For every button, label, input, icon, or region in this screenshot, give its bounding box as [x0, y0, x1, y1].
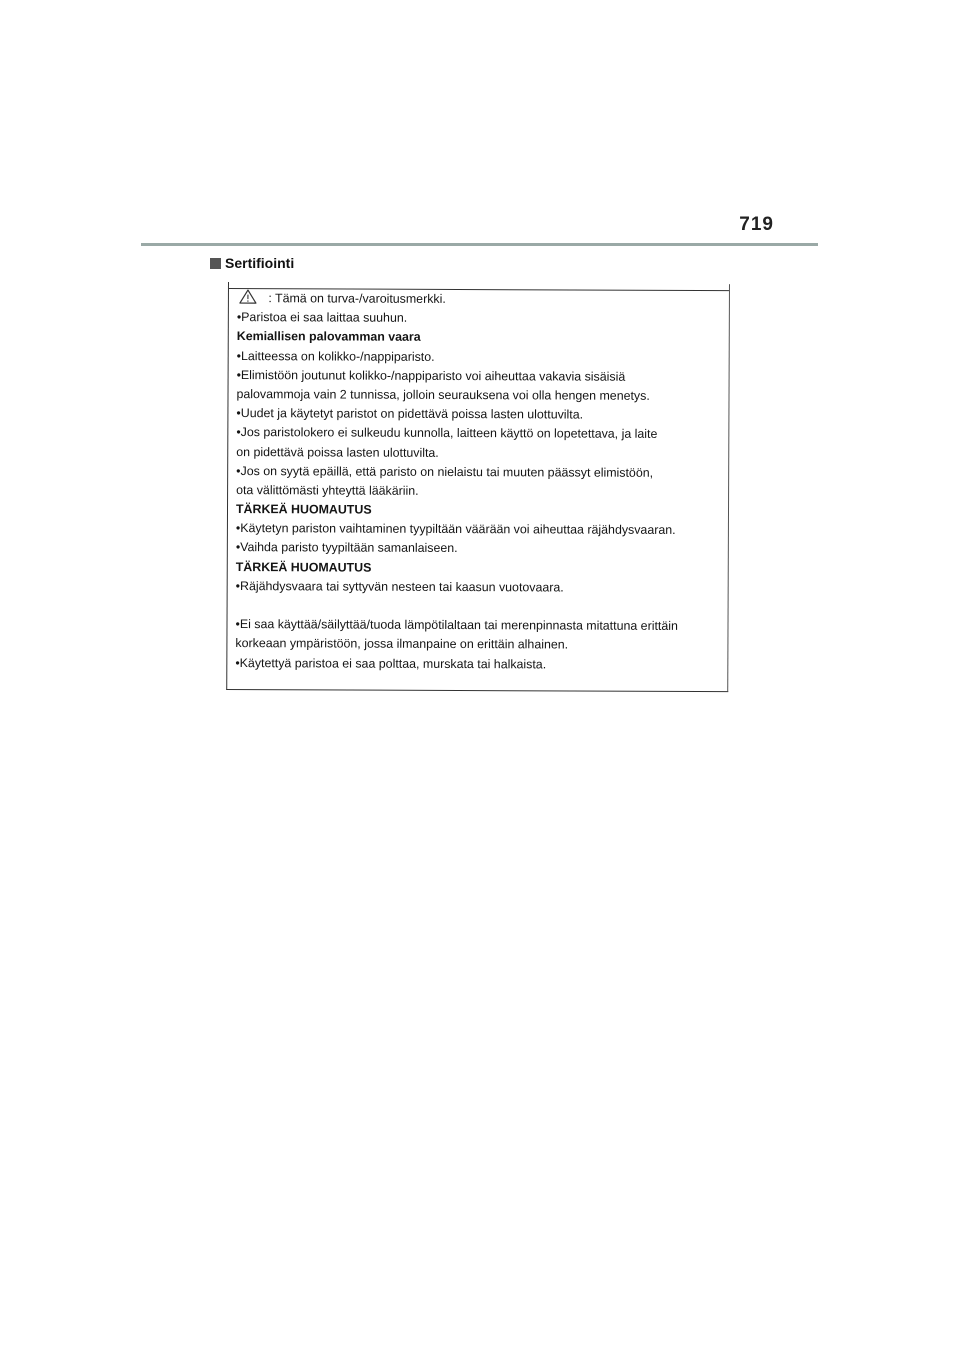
certification-label: [226, 282, 730, 692]
label-heading: Kemiallisen palovamman vaara: [236, 329, 421, 345]
label-line: •Laitteessa on kolikko-/nappiparisto.: [236, 348, 435, 364]
label-spacer: [236, 596, 722, 617]
label-line: •Jos on syytä epäillä, että paristo on nielaistu tai muuten päässyt elimistöön,: [236, 463, 654, 480]
label-line: •Jos paristolokero ei sulkeudu kunnolla, laitteen käyttö on lopetettava, ja laite: [236, 425, 658, 442]
warning-triangle-icon: [239, 289, 257, 304]
label-text-block: [235, 289, 723, 675]
label-heading: TÄRKEÄ HUOMAUTUS: [235, 502, 372, 517]
label-line: •Käytettyä paristoa ei saa polttaa, murskata tai halkaista.: [235, 655, 547, 671]
label-line: palovammoja vain 2 tunnissa, jolloin seurauksena voi olla hengen menetys.: [236, 386, 650, 403]
symbol-line-text: : Tämä on turva-/varoitusmerkki.: [268, 291, 446, 306]
label-line: •Elimistöön joutunut kolikko-/nappiparisto voi aiheuttaa vakavia sisäisiä: [236, 367, 626, 384]
section-heading: [210, 255, 294, 271]
label-line: •Ei saa käyttää/säilyttää/tuoda lämpötilaltaan tai merenpinnasta mitattuna erittäin: [235, 617, 678, 634]
header-divider: [141, 243, 818, 246]
label-line: •Räjähdysvaara tai syttyvän nesteen tai kaasun vuotovaara.: [235, 578, 564, 595]
square-bullet-icon: [210, 258, 221, 269]
label-line: ota välittömästi yhteyttä lääkäriin.: [236, 482, 419, 498]
label-heading: TÄRKEÄ HUOMAUTUS: [235, 559, 372, 575]
label-line: on pidettävä poissa lasten ulottuvilta.: [236, 444, 439, 460]
label-line: •Uudet ja käytetyt paristot on pidettävä poissa lasten ulottuvilta.: [236, 406, 584, 422]
label-line: •Käytetyn pariston vaihtaminen tyypiltään väärään voi aiheuttaa räjähdysvaaran.: [235, 521, 676, 538]
section-heading-text: Sertifiointi: [225, 255, 295, 271]
page-number: 719: [739, 214, 774, 235]
label-line: korkeaan ympäristöön, jossa ilmanpaine on erittäin alhainen.: [235, 636, 569, 652]
label-line: •Paristoa ei saa laittaa suuhun.: [236, 310, 408, 325]
symbol-line: [237, 289, 723, 310]
label-line: •Vaihda paristo tyypiltään samanlaiseen.: [235, 540, 458, 556]
